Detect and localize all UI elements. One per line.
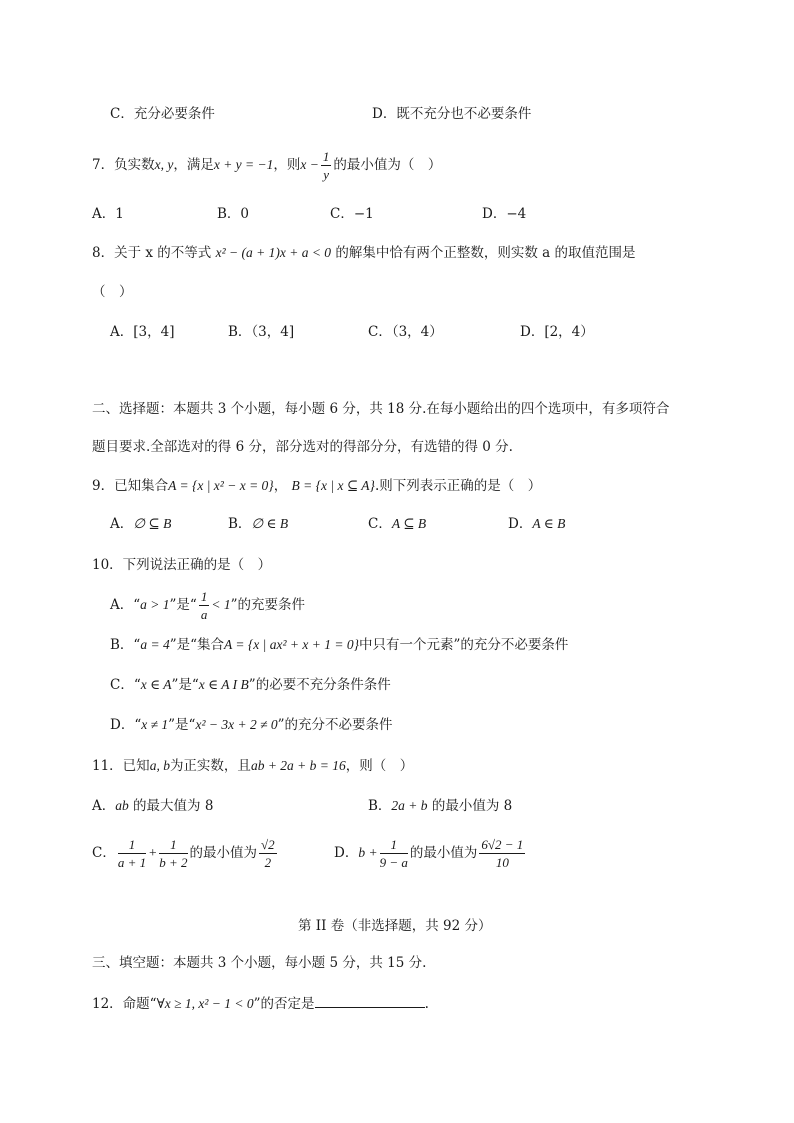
- q11-b-post: 的最小值为 8: [431, 798, 513, 814]
- q11-d-answer-fraction: [479, 838, 525, 869]
- q10-b-mid: ”是“集合: [169, 637, 225, 653]
- q8-option-a: A．[3，4]: [110, 324, 175, 340]
- q9-set-a: A = {x | x² − x = 0}: [168, 478, 274, 493]
- q11-a-post: 的最大值为 8: [133, 798, 214, 814]
- q10-b-post: 中只有一个元素”的充分不必要条件: [359, 637, 569, 653]
- q10-c-math2: x ∈ A I B: [198, 677, 249, 692]
- q10-d-post: ”的充分不必要条件: [277, 717, 393, 733]
- q11-b-pre: B．: [368, 798, 392, 814]
- q7-option-d: D．−4: [482, 206, 527, 222]
- q8-option-b: B．（3，4]: [228, 324, 295, 340]
- q11-c-answer-fraction: [259, 838, 277, 869]
- q11-c-fraction2: [159, 838, 187, 869]
- q11-d-answer-numerator: 6√2 − 1: [481, 837, 524, 852]
- q8-option-c: C．（3，4）: [368, 324, 443, 340]
- q6-option-c: C．充分必要条件: [110, 106, 215, 122]
- q10-d-pre: D．“: [110, 717, 142, 733]
- q7-fraction-numerator: 1: [322, 149, 330, 164]
- q11-vars: a, b: [149, 758, 170, 773]
- q7-stem-post: 的最小值为（ ）: [333, 157, 442, 173]
- q11-stem: [92, 756, 413, 776]
- q9-stem-pre: 9．已知集合: [92, 478, 169, 494]
- q7-condition: x + y = −1: [213, 157, 274, 172]
- q10-b-math2: A = {x | ax² + x + 1 = 0}: [224, 637, 359, 652]
- q10-c-pre: C．“: [110, 677, 141, 693]
- q9-set-b: B = {x | x ⊆ A}: [291, 478, 375, 493]
- q12-proposition: ∀x ≥ 1, x² − 1 < 0: [156, 996, 254, 1011]
- q10-c-math1: x ∈ A: [140, 677, 172, 692]
- q9-option-a-label: A．: [110, 516, 134, 532]
- q10-a-fraction: [199, 590, 210, 621]
- q11-d-fraction: [380, 838, 408, 869]
- q7-option-b: B．0: [217, 206, 250, 222]
- q11-d-mid: 的最小值为: [409, 845, 478, 861]
- section3-instructions: 三、填空题：本题共 3 个小题，每小题 5 分，共 15 分.: [92, 955, 427, 971]
- q7-vars: x, y: [154, 157, 174, 172]
- q7-fraction-denominator: y: [323, 167, 330, 182]
- q11-option-a: [92, 796, 213, 816]
- q11-c-fraction1-numerator: 1: [118, 838, 146, 854]
- q7-expression: x −: [300, 157, 319, 172]
- q8-option-d: D．[2，4）: [520, 324, 594, 340]
- q12-stem-pre: 12．命题“: [92, 996, 157, 1012]
- q11-stem-mid: 为正实数，且: [169, 758, 251, 774]
- q10-a-post: ”的充要条件: [230, 597, 305, 613]
- q11-d-math: b +: [358, 845, 378, 860]
- q7-option-c: C．−1: [330, 206, 374, 222]
- q7-stem-mid: ，满足: [173, 157, 214, 173]
- q11-b-math: 2a + b: [391, 798, 428, 813]
- q10-d-math1: x ≠ 1: [141, 717, 169, 732]
- q9-separator: ，: [273, 478, 288, 494]
- q12-answer-blank[interactable]: [315, 993, 425, 1008]
- q12-stem: [92, 993, 429, 1014]
- q11-a-math: ab: [115, 798, 129, 813]
- q11-condition: ab + 2a + b = 16: [250, 758, 346, 773]
- q11-c-plus: +: [148, 845, 158, 860]
- q7-stem-mid2: ，则: [273, 157, 301, 173]
- q9-option-c-math: A ⊆ B: [391, 516, 427, 531]
- q10-option-d: [110, 715, 393, 735]
- q10-a-fraction-denominator: a: [200, 607, 208, 622]
- q11-c-fraction1: [118, 838, 146, 869]
- q7-option-a: A．1: [92, 206, 124, 222]
- q10-d-mid: ”是“: [168, 717, 196, 733]
- q11-option-d: [334, 838, 527, 869]
- q11-c-pre: C．: [92, 845, 116, 861]
- q10-a-mid: ”是“: [169, 597, 197, 613]
- q7-stem: [92, 150, 441, 181]
- q11-stem-pre: 11．已知: [92, 758, 150, 774]
- q10-c-post: ”的必要不充分条件条件: [248, 677, 391, 693]
- q10-b-pre: B．“: [110, 637, 141, 653]
- q10-b-math1: a = 4: [140, 637, 170, 652]
- section2-instructions-line2: 题目要求.全部选对的得 6 分，部分选对的得部分分，有选错的得 0 分.: [92, 439, 513, 455]
- q11-option-b: [368, 796, 512, 816]
- q8-stem: [92, 243, 636, 263]
- q11-a-pre: A．: [92, 798, 116, 814]
- part2-title: 第 II 卷（非选择题，共 92 分）: [298, 918, 492, 934]
- q9-option-b-label: B．: [228, 516, 252, 532]
- q7-stem-pre: 7．负实数: [92, 157, 155, 173]
- q10-a-pre: A．“: [110, 597, 141, 613]
- q11-d-fraction-numerator: 1: [380, 838, 408, 854]
- q9-option-d-math: A ∈ B: [532, 516, 566, 531]
- q9-option-c-label: C．: [368, 516, 392, 532]
- q11-c-fraction2-numerator: 1: [159, 838, 187, 854]
- q9-option-d-label: D．: [508, 516, 533, 532]
- q11-c-mid: 的最小值为: [189, 845, 258, 861]
- q10-a-fraction-numerator: 1: [200, 589, 208, 604]
- q11-c-answer-denominator: 2: [264, 855, 272, 870]
- section2-instructions-line1: 二、选择题：本题共 3 个小题，每小题 6 分，共 18 分.在每小题给出的四个选项中，有多项符合: [92, 401, 670, 417]
- q9-option-d: [508, 514, 565, 534]
- q7-fraction: [321, 150, 332, 181]
- q11-d-fraction-denominator: 9 − a: [379, 855, 408, 870]
- q8-stem-pre: 8．关于 x 的不等式: [92, 245, 212, 261]
- q11-d-pre: D．: [334, 845, 359, 861]
- q11-c-fraction2-denominator: b + 2: [159, 855, 188, 870]
- q10-option-a: [110, 590, 305, 621]
- q11-option-c: [92, 838, 279, 869]
- q8-stem-post: 的解集中恰有两个正整数，则实数 a 的取值范围是: [335, 245, 636, 261]
- q10-d-math2: x² − 3x + 2 ≠ 0: [195, 717, 278, 732]
- q9-stem-post: .则下列表示正确的是（ ）: [374, 478, 542, 494]
- q10-c-mid: ”是“: [171, 677, 199, 693]
- q9-option-a: [110, 514, 171, 534]
- q10-a-math1: a > 1: [140, 597, 170, 612]
- q10-option-b: [110, 635, 568, 655]
- q9-option-b-math: ∅ ∈ B: [251, 516, 289, 531]
- q10-option-c: [110, 675, 391, 695]
- q12-stem-post: ”的否定是: [253, 996, 315, 1012]
- q11-c-fraction1-denominator: a + 1: [117, 855, 147, 870]
- q10-a-math2: < 1: [211, 597, 231, 612]
- q12-end: .: [424, 996, 429, 1012]
- q11-c-answer-numerator: √2: [261, 837, 275, 852]
- q9-option-a-math: ∅ ⊆ B: [133, 516, 172, 531]
- q8-inequality: x² − (a + 1)x + a < 0: [215, 245, 332, 260]
- q9-option-b: [228, 514, 288, 534]
- q6-option-d: D．既不充分也不必要条件: [372, 106, 532, 122]
- q8-answer-paren: （ ）: [92, 284, 133, 300]
- q9-option-c: [368, 514, 426, 534]
- q11-stem-post: ，则（ ）: [345, 758, 414, 774]
- q9-stem: [92, 476, 541, 496]
- q11-d-answer-denominator: 10: [495, 855, 509, 870]
- q10-stem: 10．下列说法正确的是（ ）: [92, 557, 272, 573]
